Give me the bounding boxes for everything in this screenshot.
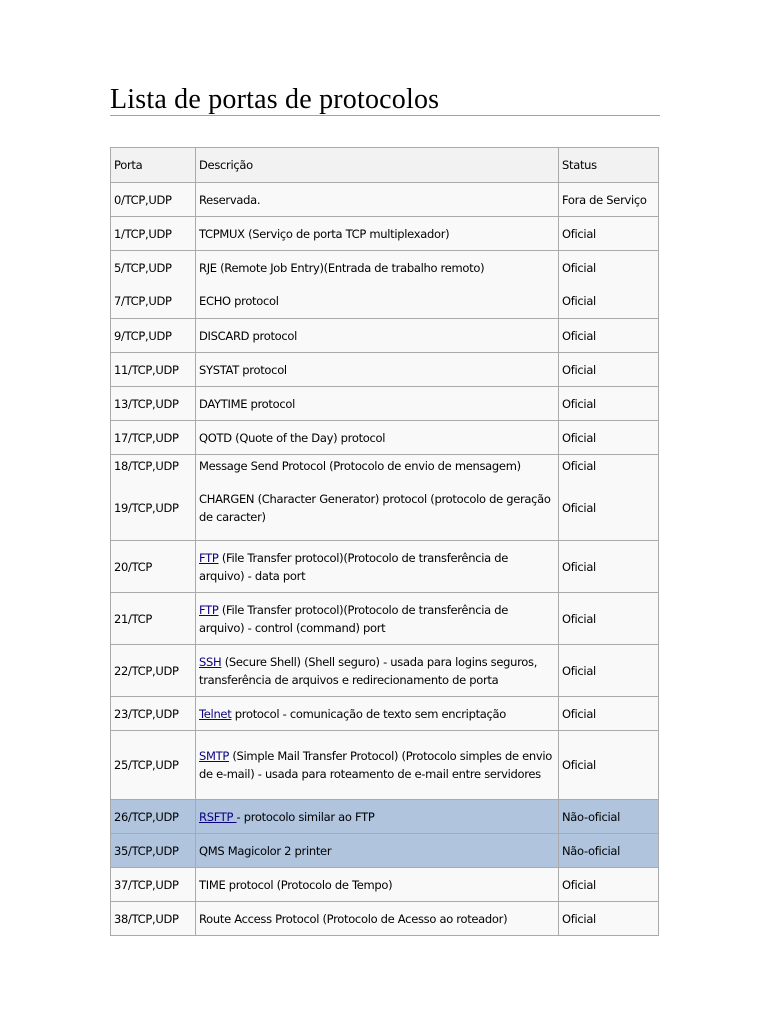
status-cell [559,251,659,319]
status-value: Oficial [562,261,596,275]
description-cell: QMS Magicolor 2 printer [196,834,559,868]
table-row [111,251,659,319]
description-cell [196,800,559,834]
description-cell: DISCARD protocol [196,319,559,353]
status-cell: Oficial [559,319,659,353]
title-divider [110,115,660,116]
port-value: 7/TCP,UDP [114,294,172,308]
description-value: - protocolo similar ao FTP [236,809,375,824]
description-cell [196,645,559,697]
status-cell: Oficial [559,868,659,902]
description-cell [196,731,559,800]
status-value: Oficial [562,294,596,308]
description-cell [196,593,559,645]
table-row [111,593,659,645]
status-cell [559,455,659,541]
status-cell: Não-oficial [559,800,659,834]
port-cell: 11/TCP,UDP [111,353,196,387]
port-cell: 25/TCP,UDP [111,731,196,800]
header-descricao: Descrição [196,148,559,183]
table-row [111,421,659,455]
ssh-link[interactable]: SSH [199,654,222,669]
table-row [111,697,659,731]
table-row-highlighted [111,800,659,834]
status-cell: Oficial [559,353,659,387]
port-cell: 17/TCP,UDP [111,421,196,455]
table-header-row [111,148,659,183]
port-value: 5/TCP,UDP [114,261,172,275]
description-cell: TCPMUX (Serviço de porta TCP multiplexador) [196,217,559,251]
description-value: (Secure Shell) (Shell seguro) - usada para logins seguros, transferência de arquivos e redirecionamento de porta [199,654,538,687]
port-cell: 37/TCP,UDP [111,868,196,902]
status-cell: Oficial [559,645,659,697]
description-value: protocol - comunicação de texto sem encriptação [231,706,507,721]
telnet-link[interactable]: Telnet [199,706,232,721]
status-cell: Oficial [559,593,659,645]
status-cell: Oficial [559,217,659,251]
description-cell [196,697,559,731]
description-value: Message Send Protocol (Protocolo de envio de mensagem) [199,459,521,473]
status-value: Oficial [562,459,596,473]
table-row [111,455,659,541]
port-cell: 22/TCP,UDP [111,645,196,697]
description-value: RJE (Remote Job Entry)(Entrada de trabalho remoto) [199,261,485,275]
status-cell: Oficial [559,731,659,800]
description-value: ECHO protocol [199,294,279,308]
port-cell: 35/TCP,UDP [111,834,196,868]
table-row [111,319,659,353]
status-cell: Não-oficial [559,834,659,868]
table-row-highlighted [111,834,659,868]
description-value: (File Transfer protocol)(Protocolo de transferência de arquivo) - data port [199,550,508,583]
status-value: Oficial [562,501,596,515]
table-row [111,217,659,251]
description-cell [196,251,559,319]
ftp-link[interactable]: FTP [199,602,219,617]
table-row [111,353,659,387]
rsftp-link[interactable]: RSFTP [199,809,237,824]
table-row [111,731,659,800]
description-cell: TIME protocol (Protocolo de Tempo) [196,868,559,902]
description-cell: SYSTAT protocol [196,353,559,387]
status-cell: Oficial [559,697,659,731]
status-cell: Oficial [559,421,659,455]
port-cell: 26/TCP,UDP [111,800,196,834]
port-cell: 9/TCP,UDP [111,319,196,353]
table-row [111,868,659,902]
description-cell [196,541,559,593]
status-cell: Oficial [559,541,659,593]
description-value: (Simple Mail Transfer Protocol) (Protocolo simples de envio de e-mail) - usada para roteamento de e-mail entre servidores [199,749,553,781]
table-row [111,387,659,421]
port-value: 19/TCP,UDP [114,501,179,515]
table-row [111,645,659,697]
port-cell: 20/TCP [111,541,196,593]
description-cell: DAYTIME protocol [196,387,559,421]
description-cell: QOTD (Quote of the Day) protocol [196,421,559,455]
status-cell: Fora de Serviço [559,183,659,217]
status-cell: Oficial [559,387,659,421]
port-cell: 38/TCP,UDP [111,902,196,936]
status-cell: Oficial [559,902,659,936]
table-row [111,183,659,217]
description-cell: Route Access Protocol (Protocolo de Acesso ao roteador) [196,902,559,936]
port-cell [111,251,196,319]
port-cell: 0/TCP,UDP [111,183,196,217]
description-cell [196,455,559,541]
table-row [111,541,659,593]
header-porta: Porta [111,148,196,183]
ports-table [110,147,659,936]
table-row [111,902,659,936]
page-title: Lista de portas de protocolos [110,84,440,115]
port-cell: 13/TCP,UDP [111,387,196,421]
port-cell: 21/TCP [111,593,196,645]
description-cell: Reservada. [196,183,559,217]
port-cell: 23/TCP,UDP [111,697,196,731]
port-cell: 1/TCP,UDP [111,217,196,251]
smtp-link[interactable]: SMTP [199,749,229,763]
port-value: 18/TCP,UDP [114,459,179,473]
description-value: (File Transfer protocol)(Protocolo de transferência de arquivo) - control (command) port [199,602,508,635]
port-cell [111,455,196,541]
ftp-link[interactable]: FTP [199,550,219,565]
header-status: Status [559,148,659,183]
description-value: CHARGEN (Character Generator) protocol (protocolo de geração de caracter) [199,492,551,524]
